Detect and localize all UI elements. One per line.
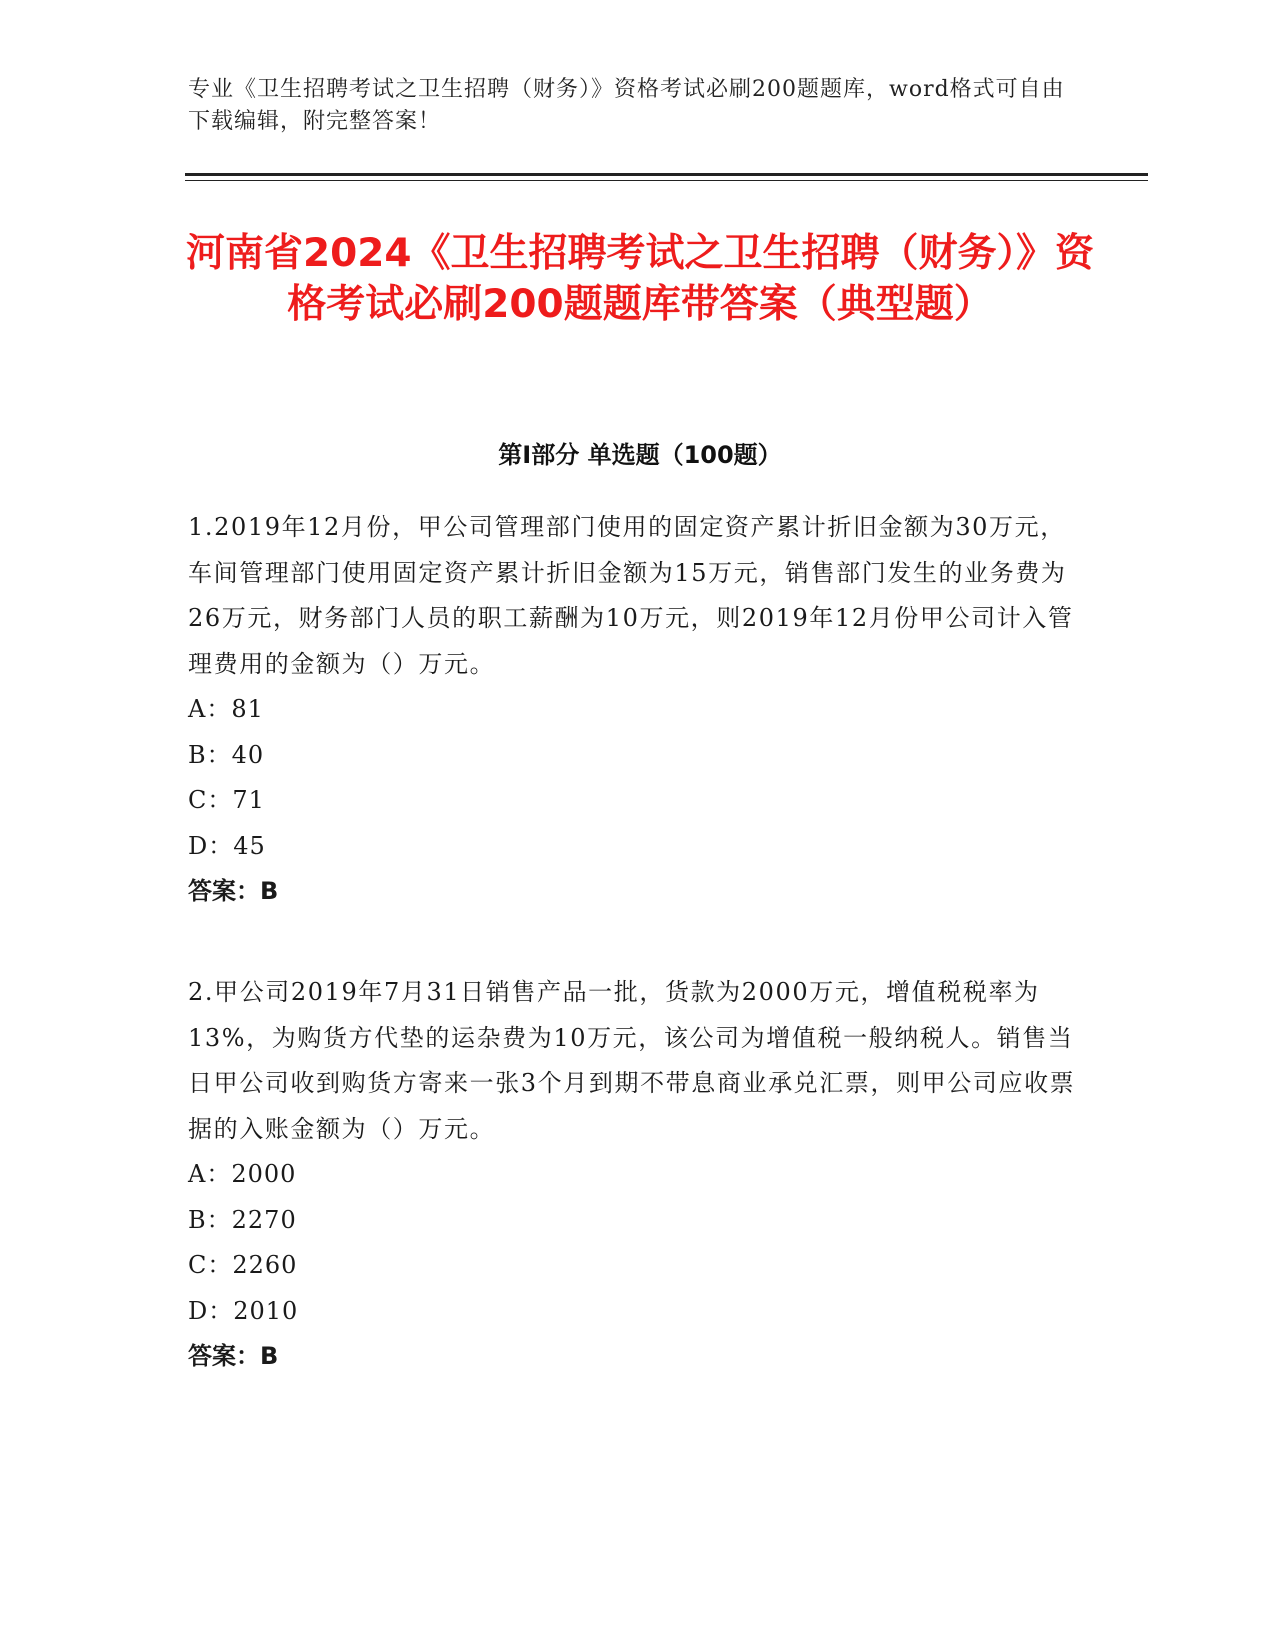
question-1: [188, 505, 1078, 915]
question-stem: 2.甲公司2019年7月31日销售产品一批，货款为2000万元，增值税税率为13%，为购货方代垫的运杂费为10万元，该公司为增值税一般纳税人。销售当日甲公司收到购货方寄来一张3个月到期不带息商业承兑汇票，则甲公司应收票据的入账金额为（）万元。: [188, 978, 1076, 1143]
answer-label: 答案：B: [188, 877, 279, 905]
header-note: 专业《卫生招聘考试之卫生招聘（财务）》资格考试必刷200题题库，word格式可自由下载编辑，附完整答案！: [188, 77, 1065, 134]
document-title: 河南省2024《卫生招聘考试之卫生招聘（财务）》资格考试必刷200题题库带答案（典型题）: [185, 231, 1095, 327]
header-divider-thick: [185, 173, 1148, 176]
option-c: C：2260: [188, 1251, 298, 1279]
option-c: C：71: [188, 786, 265, 814]
option-a: A：81: [188, 695, 264, 723]
option-b: B：2270: [188, 1205, 297, 1234]
question-stem: 1.2019年12月份，甲公司管理部门使用的固定资产累计折旧金额为30万元，车间管理部门使用固定资产累计折旧金额为15万元，销售部门发生的业务费为26万元，财务部门人员的职工薪酬为10万元，则2019年12月份甲公司计入管理费用的金额为（）万元。: [188, 513, 1074, 678]
option-b: B：40: [188, 740, 265, 769]
option-d: D：2010: [188, 1296, 299, 1325]
header-divider-thin: [185, 180, 1148, 181]
section-title: 第I部分 单选题（100题）: [498, 441, 782, 469]
option-d: D：45: [188, 831, 266, 860]
option-a: A：2000: [188, 1160, 297, 1188]
answer-label: 答案：B: [188, 1342, 279, 1370]
question-2: [188, 970, 1078, 1380]
